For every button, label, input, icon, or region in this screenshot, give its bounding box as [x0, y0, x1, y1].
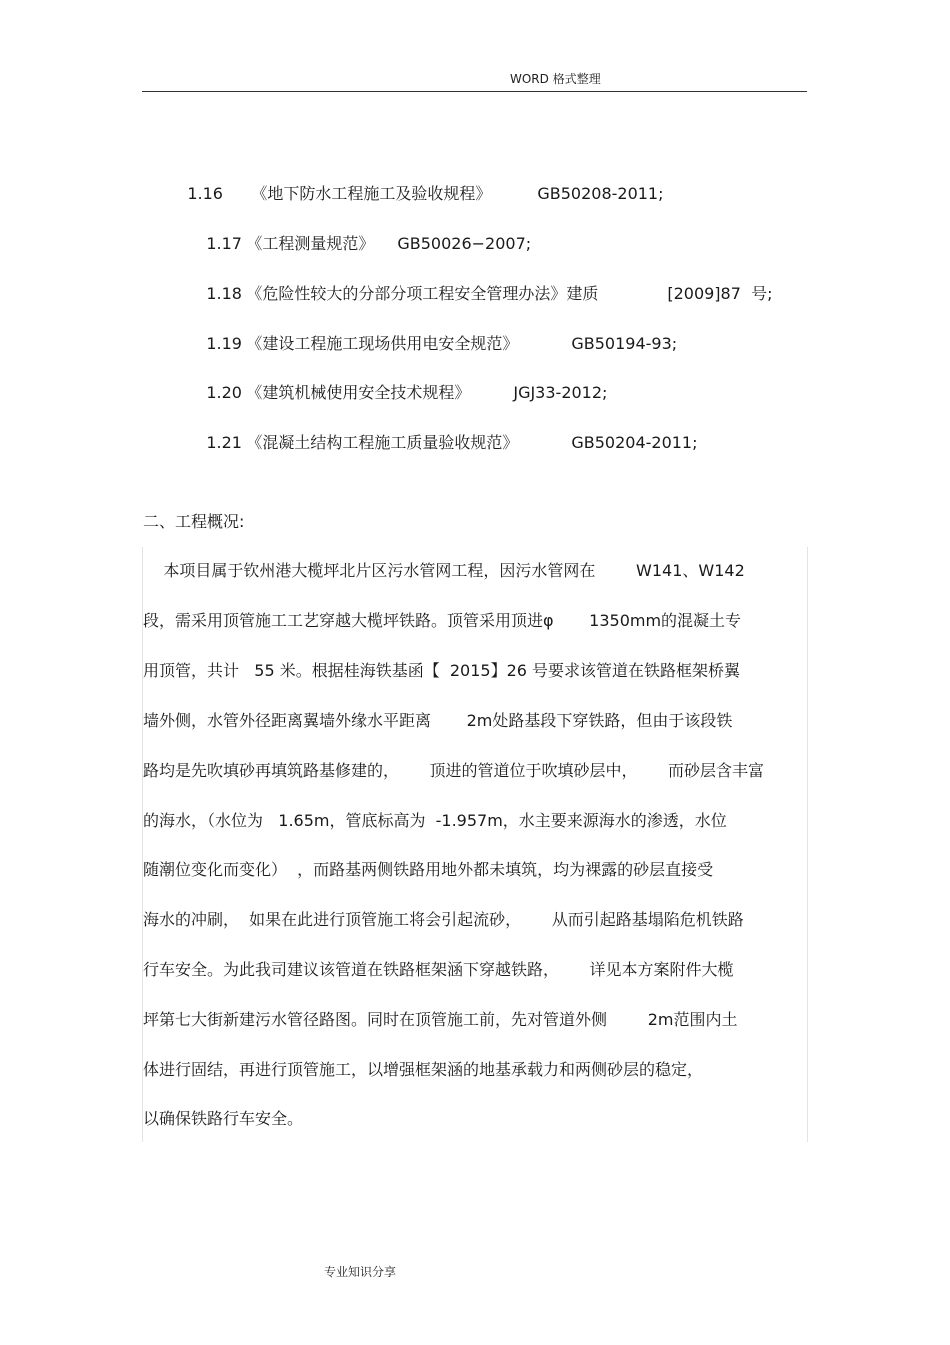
paragraph-line: 海水的冲刷， 如果在此进行顶管施工将会引起流砂， 从而引起路基塌陷危机铁路	[143, 910, 744, 929]
reference-number: 1.17	[206, 234, 242, 253]
reference-number: 1.20	[206, 383, 242, 402]
reference-title: 《地下防水工程施工及验收规程》	[251, 184, 492, 203]
reference-title: 《混凝土结构工程施工质量验收规范》	[246, 433, 519, 452]
paragraph-line: 以确保铁路行车安全。	[143, 1109, 304, 1128]
reference-item	[186, 311, 678, 353]
paragraph-line: 的海水，（水位为 1.65m，管底标高为 -1.957m，水主要来源海水的渗透，水位	[143, 811, 727, 830]
paragraph-line: 用顶管，共计 55 米。根据桂海铁基函【 2015】26 号要求该管道在铁路框架桥翼	[143, 661, 741, 680]
paragraph-box	[142, 547, 808, 1142]
paragraph-line: 随潮位变化而变化） ，而路基两侧铁路用地外都未填筑，均为裸露的砂层直接受	[143, 860, 714, 879]
reference-number: 1.18	[206, 284, 242, 303]
header-text: WORD 格式整理	[510, 72, 601, 86]
reference-number: 1.16	[187, 184, 223, 203]
reference-code: GB50026−2007;	[397, 234, 532, 253]
reference-code: [2009]87 号;	[667, 284, 773, 303]
paragraph-line: 段，需采用顶管施工工艺穿越大榄坪铁路。顶管采用顶进φ 1350mm的混凝土专	[143, 611, 742, 630]
reference-title: 《危险性较大的分部分项工程安全管理办法》建质	[246, 284, 599, 303]
paragraph-line: 体进行固结，再进行顶管施工，以增强框架涵的地基承载力和两侧砂层的稳定，	[143, 1060, 704, 1079]
reference-title: 《建设工程施工现场供用电安全规范》	[246, 334, 519, 353]
paragraph-line: 墙外侧，水管外径距离翼墙外缘水平距离 2m处路基段下穿铁路，但由于该段铁	[143, 711, 733, 730]
reference-number: 1.21	[206, 433, 242, 452]
reference-number: 1.19	[206, 334, 242, 353]
header-rule	[142, 91, 807, 92]
paragraph-line: 行车安全。为此我司建议该管道在铁路框架涵下穿越铁路， 详见本方案附件大榄	[143, 960, 734, 979]
reference-code: GB50204-2011;	[571, 433, 698, 452]
reference-code: GB50208-2011;	[537, 184, 664, 203]
reference-title: 《工程测量规范》	[246, 234, 375, 253]
reference-code: GB50194-93;	[571, 334, 678, 353]
paragraph-line: 路均是先吹填砂再填筑路基修建的， 顶进的管道位于吹填砂层中， 而砂层含丰富	[143, 761, 765, 780]
reference-title: 《建筑机械使用安全技术规程》	[246, 383, 471, 402]
reference-item	[186, 410, 698, 452]
reference-item	[186, 360, 608, 402]
reference-item	[186, 261, 773, 303]
reference-code: JGJ33-2012;	[513, 383, 608, 402]
page-footer: 专业知识分享	[324, 1265, 397, 1279]
reference-item	[186, 211, 532, 253]
reference-item	[167, 161, 664, 203]
paragraph-line: 坪第七大街新建污水管径路图。同时在顶管施工前，先对管道外侧 2m范围内土	[143, 1010, 738, 1029]
paragraph-line: 本项目属于钦州港大榄坪北片区污水管网工程，因污水管网在 W141、W142	[143, 561, 745, 580]
section-title: 二、工程概况:	[143, 512, 245, 531]
